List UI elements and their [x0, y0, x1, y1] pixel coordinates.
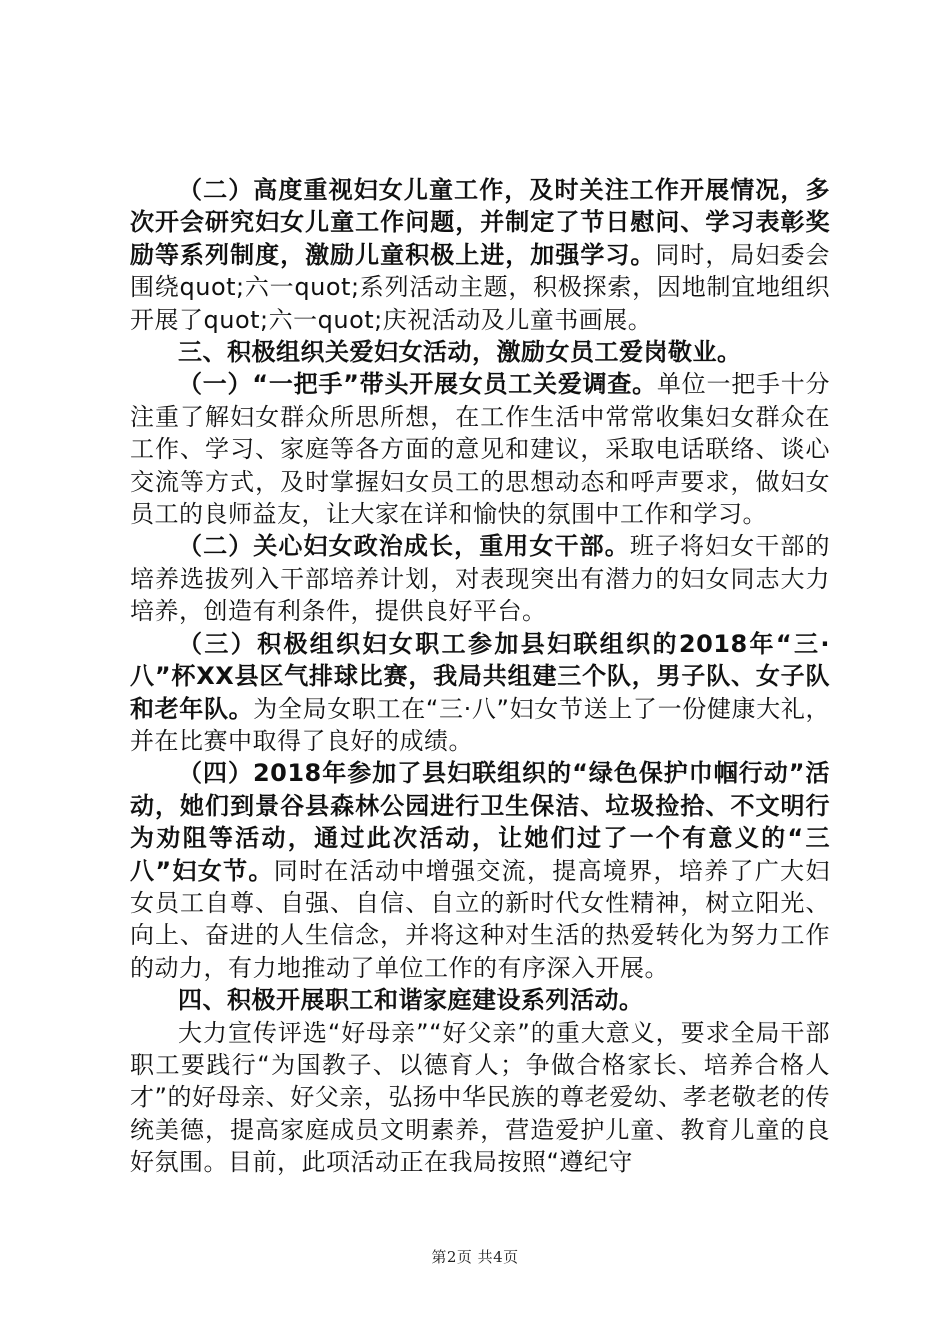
paragraph-volleyball-match — [130, 628, 830, 758]
paragraph-text: 单位一把手十分注重了解妇女群众所思所想，在工作生活中常常收集妇女群众在工作、学习、家庭等各方面的意见和建议，采取电话联络、谈心交流等方式，及时掌握妇女员工的思想动态和呼声要求，做妇女员工的良师益友，让大家在详和愉快的氛围中工作和学习。 — [130, 370, 831, 529]
section-heading-4 — [130, 984, 830, 1016]
paragraph-text: 同时在活动中增强交流，提高境界，培养了广大妇女员工自尊、自强、自信、自立的新时代女性精神，树立阳光、向上、奋进的人生信念，并将这种对生活的热爱转化为努力工作的动力，有力地推动了单位工作的有序深入开展。 — [130, 856, 830, 982]
section-heading-text: 四、积极开展职工和谐家庭建设系列活动。 — [178, 986, 644, 1015]
paragraph-lead: （二）关心妇女政治成长，重用女干部。 — [178, 532, 630, 561]
paragraph-text: 为全局女职工在“三·八”妇女节送上了一份健康大礼，并在比赛中取得了良好的成绩。 — [130, 694, 830, 755]
page-number-footer: 第2页 共4页 — [431, 1248, 519, 1266]
paragraph-text: 同时，局妇委会围绕quot;六一quot;系列活动主题，积极探索，因地制宜地组织开展了quot;六一quot;庆祝活动及儿童书画展。 — [130, 240, 831, 334]
paragraph-text: 大力宣传评选“好母亲”“好父亲”的重大意义，要求全局干部职工要践行“为国教子、以德育人；争做合格家长、培养合格人才”的好母亲、好父亲，弘扬中华民族的尊老爱幼、孝老敬老的传统美德，提高家庭成员文明素养，营造爱护儿童、教育儿童的良好氛围。目前，此项活动正在我局按照“遵纪守 — [130, 1018, 830, 1177]
paragraph-lead: （一）“一把手”带头开展女员工关爱调查。 — [178, 370, 657, 399]
paragraph-lead: （四）2018年参加了县妇联组织的“绿色保护巾帼行动”活动，她们到景谷县森林公园进行卫生保洁、垃圾捡拾、不文明行为劝阻等活动，通过此次活动，让她们过了一个有意义的“三八”妇女节。 — [130, 759, 830, 885]
paragraph-leader-survey — [130, 368, 830, 530]
paragraph-good-parents — [130, 1017, 830, 1179]
paragraph-lead: （三）积极组织妇女职工参加县妇联组织的2018年“三·八”杯XX县区气排球比赛，我局共组建三个队，男子队、女子队和老年队。 — [130, 629, 830, 723]
paragraph-text: 班子将妇女干部的培养选拔列入干部培养计划，对表现突出有潜力的妇女同志大力培养，创造有利条件，提供良好平台。 — [130, 532, 831, 626]
section-heading-text: 三、积极组织关爱妇女活动，激励女员工爱岗敬业。 — [178, 338, 742, 367]
document-body — [130, 174, 830, 1179]
paragraph-political-growth — [130, 530, 830, 627]
paragraph-women-children-work — [130, 174, 830, 336]
section-heading-3 — [130, 336, 830, 368]
paragraph-green-action — [130, 757, 830, 984]
paragraph-lead: （二）高度重视妇女儿童工作，及时关注工作开展情况，多次开会研究妇女儿童工作问题，并制定了节日慰问、学习表彰奖励等系列制度，激励儿童积极上进，加强学习。 — [130, 176, 830, 269]
